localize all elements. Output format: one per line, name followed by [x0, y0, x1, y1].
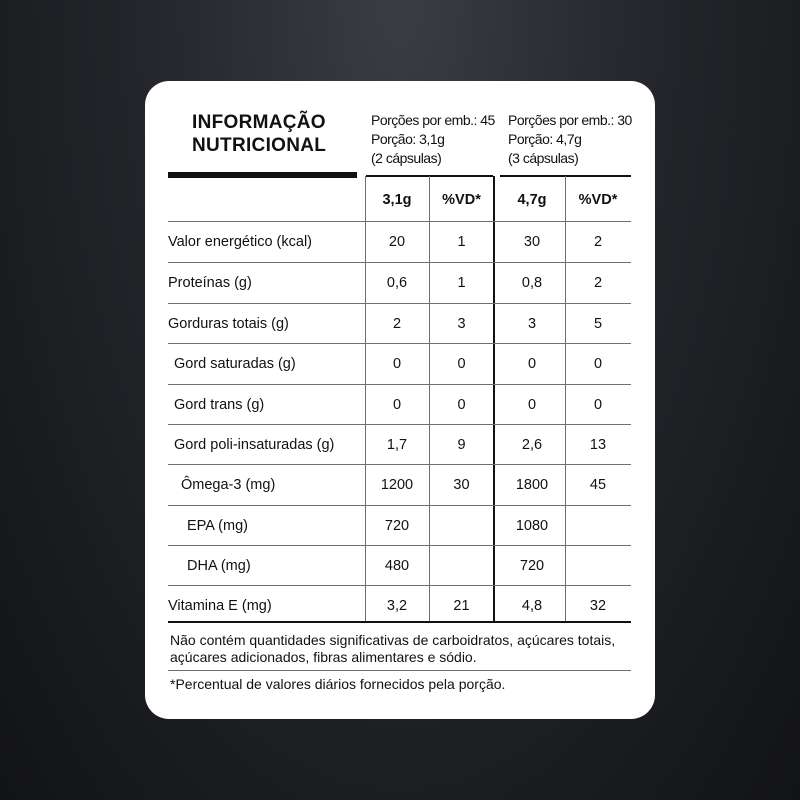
nutrient-label: Gord saturadas (g) [174, 356, 296, 372]
nutrient-value: 4,8 [521, 598, 543, 614]
nutrient-dv [566, 546, 630, 586]
nutrient-value: 1080 [515, 518, 549, 534]
nutrient-dv: 32 [589, 598, 607, 614]
nutrient-value: 480 [384, 558, 410, 574]
nutrient-label: Ômega-3 (mg) [181, 477, 276, 493]
nutrient-dv: 0 [593, 397, 603, 413]
nutrient-label: Vitamina E (mg) [168, 598, 272, 614]
nutrient-dv [566, 506, 630, 546]
nutrient-value: 720 [519, 558, 545, 574]
nutrient-label: Gord trans (g) [174, 397, 265, 413]
nutrient-dv: 30 [453, 477, 470, 493]
nutrient-dv [430, 506, 493, 546]
nutrient-label: Valor energético (kcal) [168, 234, 312, 250]
nutrient-dv: 21 [453, 598, 470, 614]
serving-info-a [371, 111, 495, 168]
footnote-divider [168, 670, 631, 671]
nutrient-value: 0 [392, 356, 402, 372]
nutrient-value: 1,7 [386, 437, 408, 453]
servings-per-package: Porções por emb.: 45 [371, 112, 495, 128]
title-line-2: NUTRICIONAL [192, 135, 327, 156]
nutrient-value: 3 [527, 316, 537, 332]
nutrient-value: 0 [527, 397, 537, 413]
nutrient-value: 2,6 [521, 437, 543, 453]
nutrient-value: 20 [388, 234, 406, 250]
nutrient-value: 0 [392, 397, 402, 413]
nutrient-value: 0 [527, 356, 537, 372]
footnote-daily-values: *Percentual de valores diários fornecidos pela porção. [170, 676, 506, 692]
nutrient-label: Gord poli-insaturadas (g) [174, 437, 335, 453]
column-header: %VD* [578, 192, 618, 208]
serving-info-b [508, 111, 632, 168]
nutrient-value: 3,2 [386, 598, 408, 614]
label-title [192, 111, 326, 157]
nutrient-value: 2 [392, 316, 402, 332]
footnote-not-significant: Não contém quantidades significativas de carboidratos, açúcares totais, açúcares adicionados, fibras alimentares e sódio. [170, 632, 616, 665]
nutrient-label: Gorduras totais (g) [168, 316, 289, 332]
column-header: 3,1g [382, 192, 412, 208]
serving-units: (2 cápsulas) [371, 150, 442, 166]
servings-per-package: Porções por emb.: 30 [508, 112, 632, 128]
nutrient-dv: 5 [593, 316, 603, 332]
nutrient-dv: 9 [457, 437, 466, 453]
nutrient-value: 30 [523, 234, 541, 250]
column-header: 4,7g [517, 192, 547, 208]
nutrient-dv: 1 [457, 234, 466, 250]
serving-size: Porção: 4,7g [508, 131, 582, 147]
nutrient-dv: 0 [593, 356, 603, 372]
serving-units: (3 cápsulas) [508, 150, 579, 166]
nutrient-value: 1200 [380, 477, 414, 493]
nutrient-dv: 0 [457, 356, 466, 372]
nutrient-dv: 2 [593, 234, 603, 250]
nutrient-dv: 45 [589, 477, 607, 493]
title-underline [168, 172, 357, 178]
nutrient-label: Proteínas (g) [168, 275, 252, 291]
nutrient-dv: 0 [457, 397, 466, 413]
nutrient-dv: 2 [593, 275, 603, 291]
serving-size: Porção: 3,1g [371, 131, 445, 147]
nutrient-value: 1800 [515, 477, 549, 493]
nutrient-label: DHA (mg) [187, 558, 251, 574]
column-header: %VD* [442, 192, 481, 208]
title-line-1: INFORMAÇÃO [192, 112, 326, 133]
nutrient-value: 0,6 [386, 275, 408, 291]
nutrient-dv: 13 [589, 437, 607, 453]
nutrient-value: 720 [384, 518, 410, 534]
nutrient-dv [430, 546, 493, 586]
nutrient-label: EPA (mg) [187, 518, 248, 534]
nutrient-dv: 3 [457, 316, 466, 332]
nutrient-dv: 1 [457, 275, 466, 291]
nutrient-value: 0,8 [521, 275, 543, 291]
column-divider [493, 176, 495, 621]
table-bottom-border [168, 621, 631, 623]
